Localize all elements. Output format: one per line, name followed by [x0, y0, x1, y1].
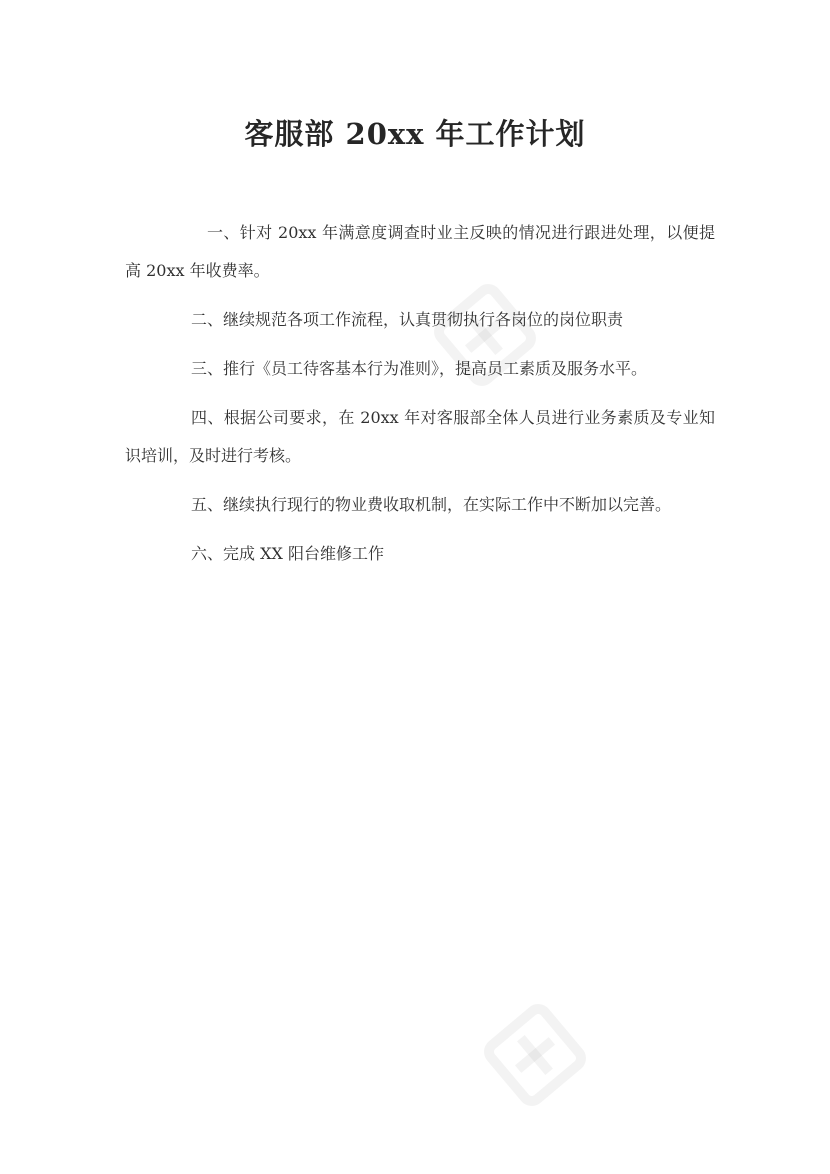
paragraph-6: 六、完成 XX 阳台维修工作 — [191, 544, 384, 563]
paragraph-2: 二、继续规范各项工作流程，认真贯彻执行各岗位的岗位职责 — [191, 310, 624, 329]
document-body — [125, 214, 715, 584]
paragraph-1: 一、针对 20xx 年满意度调查时业主反映的情况进行跟进处理，以便提高 20xx 年收费率。 — [125, 223, 715, 280]
paragraph-3: 三、推行《员工待客基本行为准则》，提高员工素质及服务水平。 — [191, 359, 648, 378]
paragraph-5: 五、继续执行现行的物业费收取机制，在实际工作中不断加以完善。 — [191, 495, 672, 514]
document-title: 客服部 20xx 年工作计划 — [244, 117, 586, 151]
paragraph-4: 四、根据公司要求，在 20xx 年对客服部全体人员进行业务素质及专业知识培训，及时进行考核。 — [125, 408, 715, 465]
watermark-logo-icon — [480, 1000, 590, 1110]
